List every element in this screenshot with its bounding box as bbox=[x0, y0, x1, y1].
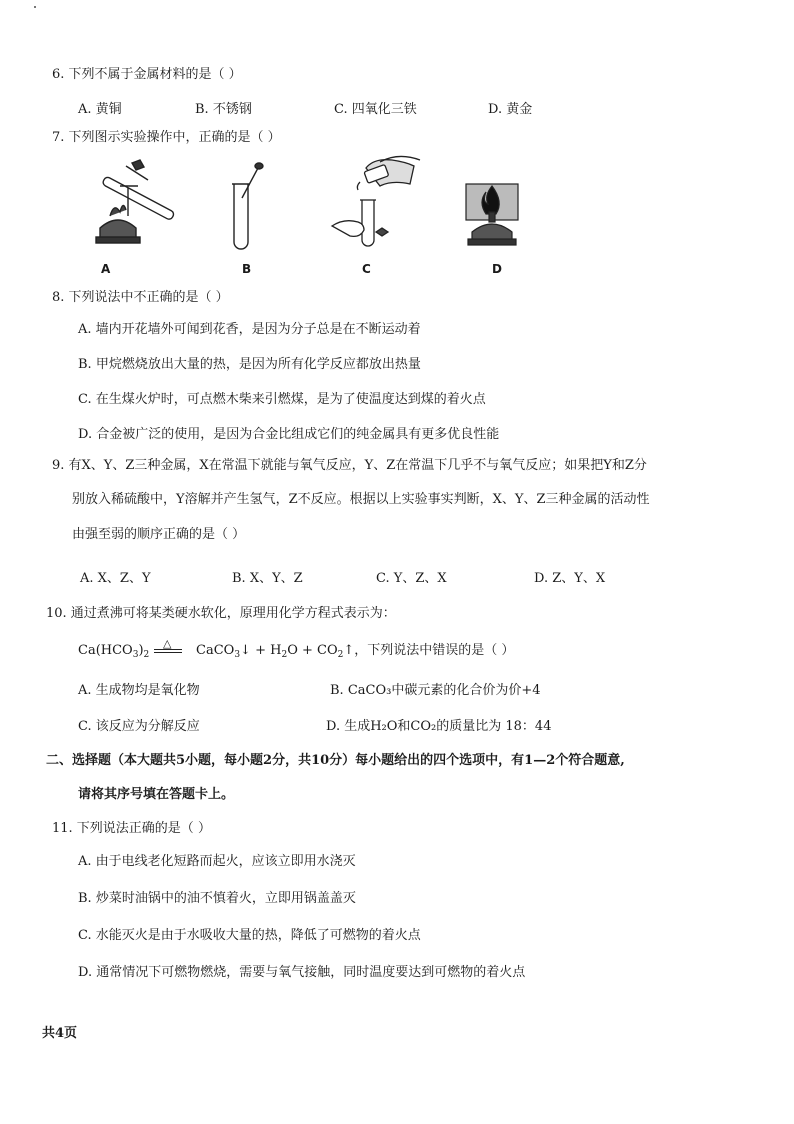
q10-stem: 10. 通过煮沸可将某类硬水软化，原理用化学方程式表示为： bbox=[46, 606, 396, 621]
q6-stem: 6. 下列不属于金属材料的是（ ） bbox=[52, 67, 242, 82]
q9-option-c: C. Y、Z、X bbox=[376, 571, 447, 586]
q6-option-b: B. 不锈钢 bbox=[195, 102, 252, 117]
q11-option-c: C. 水能灭火是由于水吸收大量的热，降低了可燃物的着火点 bbox=[78, 928, 421, 943]
q10-equation-products bbox=[196, 643, 514, 659]
eq-reactant-close: ) bbox=[138, 643, 144, 658]
eq-condition: △ bbox=[163, 637, 172, 650]
eq-product-water: + H bbox=[255, 643, 282, 658]
scan-speck bbox=[34, 6, 36, 8]
figure-label-c: C bbox=[362, 262, 371, 276]
q6-option-c: C. 四氧化三铁 bbox=[334, 102, 417, 117]
figure-label-b: B bbox=[242, 262, 252, 276]
section-2-instruction: 请将其序号填在答题卡上。 bbox=[78, 787, 235, 802]
q11-option-a: A. 由于电线老化短路而起火，应该立即用水浇灭 bbox=[78, 854, 356, 869]
q10-option-b: B. CaCO₃中碳元素的化合价为价+4 bbox=[330, 683, 541, 698]
figure-d-alcohol-lamp bbox=[462, 178, 522, 252]
eq-reaction-arrow bbox=[154, 648, 182, 654]
figure-b-dropper-test-tube bbox=[228, 162, 268, 252]
eq-product-co2-sub: 2 bbox=[337, 650, 344, 660]
q11-option-d: D. 通常情况下可燃物燃烧，需要与氧气接触，同时温度要达到可燃物的着火点 bbox=[78, 965, 526, 980]
q8-option-d: D. 合金被广泛的使用，是因为合金比组成它们的纯金属具有更多优良性能 bbox=[78, 427, 500, 442]
figure-label-a: A bbox=[101, 262, 111, 276]
q8-option-c: C. 在生煤火炉时，可点燃木柴来引燃煤，是为了使温度达到煤的着火点 bbox=[78, 392, 486, 407]
q7-stem: 7. 下列图示实验操作中，正确的是（ ） bbox=[52, 130, 281, 145]
q10-option-a: A. 生成物均是氧化物 bbox=[78, 683, 200, 698]
eq-gas-mark: ↑ bbox=[343, 643, 355, 658]
q11-stem: 11. 下列说法正确的是（ ） bbox=[52, 821, 211, 836]
q10-option-d: D. 生成H₂O和CO₂的质量比为 18：44 bbox=[326, 719, 552, 734]
q9-option-b: B. X、Y、Z bbox=[232, 571, 303, 586]
eq-reactant-sub: 3 bbox=[132, 650, 139, 660]
figure-label-d: D bbox=[492, 262, 502, 276]
q10-equation bbox=[78, 643, 149, 659]
q10-option-c: C. 该反应为分解反应 bbox=[78, 719, 200, 734]
q8-option-b: B. 甲烷燃烧放出大量的热，是因为所有化学反应都放出热量 bbox=[78, 357, 421, 372]
q8-stem: 8. 下列说法中不正确的是（ ） bbox=[52, 290, 229, 305]
q9-option-d: D. Z、Y、X bbox=[534, 571, 606, 586]
q6-option-a: A. 黄铜 bbox=[78, 102, 122, 117]
eq-reactant: Ca(HCO bbox=[78, 643, 133, 658]
figure-c-pouring-liquid bbox=[326, 148, 426, 252]
q6-option-d: D. 黄金 bbox=[488, 102, 533, 117]
q11-option-b: B. 炒菜时油锅中的油不慎着火，立即用锅盖盖灭 bbox=[78, 891, 356, 906]
q9-stem-line-2: 别放入稀硫酸中，Y溶解并产生氢气，Z不反应。根据以上实验事实判断，X、Y、Z三种金属的活动性 bbox=[72, 492, 650, 507]
page-count: 共4页 bbox=[42, 1026, 78, 1041]
eq-product-co2: O + CO bbox=[287, 643, 338, 658]
eq-tail: ，下列说法中错误的是（ ） bbox=[354, 643, 515, 658]
q9-stem-line-3: 由强至弱的顺序正确的是（ ） bbox=[72, 527, 246, 542]
q8-option-a: A. 墙内开花墙外可闻到花香，是因为分子总是在不断运动着 bbox=[78, 322, 421, 337]
figure-a-heating-tube bbox=[88, 158, 198, 250]
eq-product-caco3-sub: 3 bbox=[234, 650, 241, 660]
eq-product-caco3: CaCO bbox=[196, 643, 235, 658]
eq-product-water-sub: 2 bbox=[281, 650, 288, 660]
eq-reactant-sub2: 2 bbox=[143, 650, 150, 660]
q9-stem-line-1: 9. 有X、Y、Z三种金属，X在常温下就能与氧气反应，Y、Z在常温下几乎不与氧气反应；如果把Y和Z分 bbox=[52, 458, 647, 473]
q9-option-a: A. X、Z、Y bbox=[80, 571, 151, 586]
section-2-heading: 二、选择题（本大题共5小题，每小题2分，共10分）每小题给出的四个选项中，有1—2个符合题意, bbox=[46, 753, 625, 768]
eq-precipitate-mark: ↓ bbox=[240, 643, 251, 658]
